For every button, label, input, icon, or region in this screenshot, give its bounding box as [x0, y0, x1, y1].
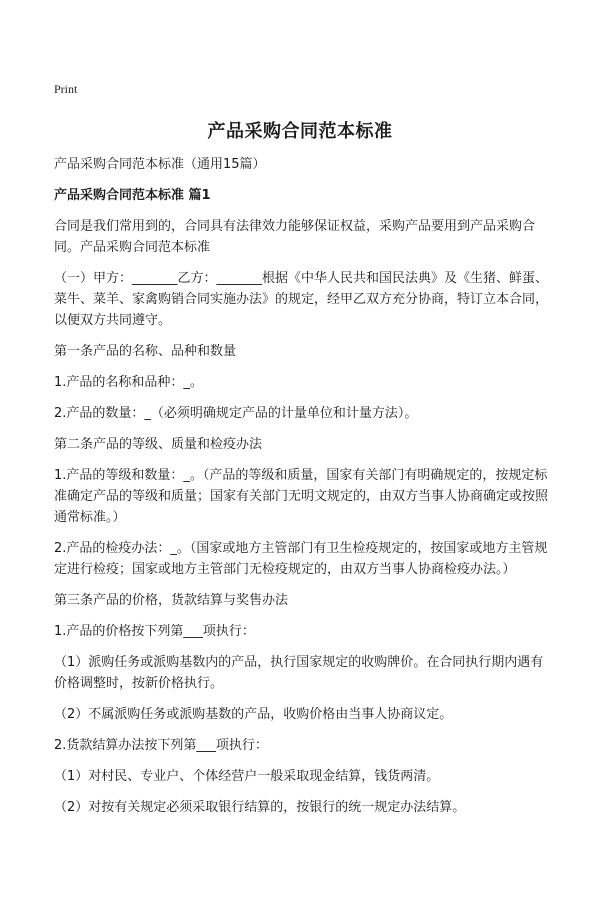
- paragraph: 1.产品的等级和数量：_。（产品的等级和质量，国家有关部门有明确规定的，按规定标准确定产品的等级和质量；国家有关部门无明文规定的，由双方当事人协商确定或按照通常标准。）: [54, 468, 549, 525]
- paragraph: 1.产品的名称和品种：_。: [54, 375, 203, 390]
- paragraph: 2.货款结算办法按下列第___项执行：: [54, 738, 268, 753]
- paragraph: 1.产品的价格按下列第___项执行：: [54, 624, 255, 639]
- paragraph: （2）对按有关规定必须采取银行结算的，按银行的统一规定办法结算。: [54, 800, 466, 815]
- paragraph: 合同是我们常用到的，合同具有法律效力能够保证权益，采购产品要用到产品采购合同。产品采购合同范本标准: [54, 219, 536, 255]
- paragraph: （1）对村民、专业户、个体经营户一般采取现金结算，钱货两清。: [54, 769, 440, 784]
- print-link[interactable]: Print: [54, 82, 78, 96]
- paragraph: （一）甲方：_______乙方：_______根据《中华人民共和国民法典》及《生猪、鲜蛋、菜牛、菜羊、家禽购销合同实施办法》的规定，经甲乙双方充分协商，特订立本合同，以便双方共同遵守。: [54, 271, 549, 328]
- paragraph: 2.产品的数量：_（必须明确规定产品的计量单位和计量方法）。: [54, 406, 418, 421]
- article-heading: 第三条产品的价格，货款结算与奖售办法: [54, 593, 289, 608]
- document-body: [54, 154, 554, 828]
- article-heading: 第一条产品的名称、品种和数量: [54, 344, 237, 359]
- paragraph: （1）派购任务或派购基数内的产品，执行国家规定的收购牌价。在合同执行期内遇有价格调整时，按新价格执行。: [54, 655, 544, 691]
- section-heading: 产品采购合同范本标准 篇1: [54, 188, 211, 203]
- document-subtitle: 产品采购合同范本标准（通用15篇）: [54, 157, 266, 172]
- paragraph: 2.产品的检疫办法：_。（国家或地方主管部门有卫生检疫规定的，按国家或地方主管规定进行检疫；国家或地方主管部门无检疫规定的，由双方当事人协商检疫办法。）: [54, 541, 548, 577]
- paragraph: （2）不属派购任务或派购基数的产品，收购价格由当事人协商议定。: [54, 707, 453, 722]
- document-title: 产品采购合同范本标准: [207, 121, 393, 142]
- article-heading: 第二条产品的等级、质量和检疫办法: [54, 437, 263, 452]
